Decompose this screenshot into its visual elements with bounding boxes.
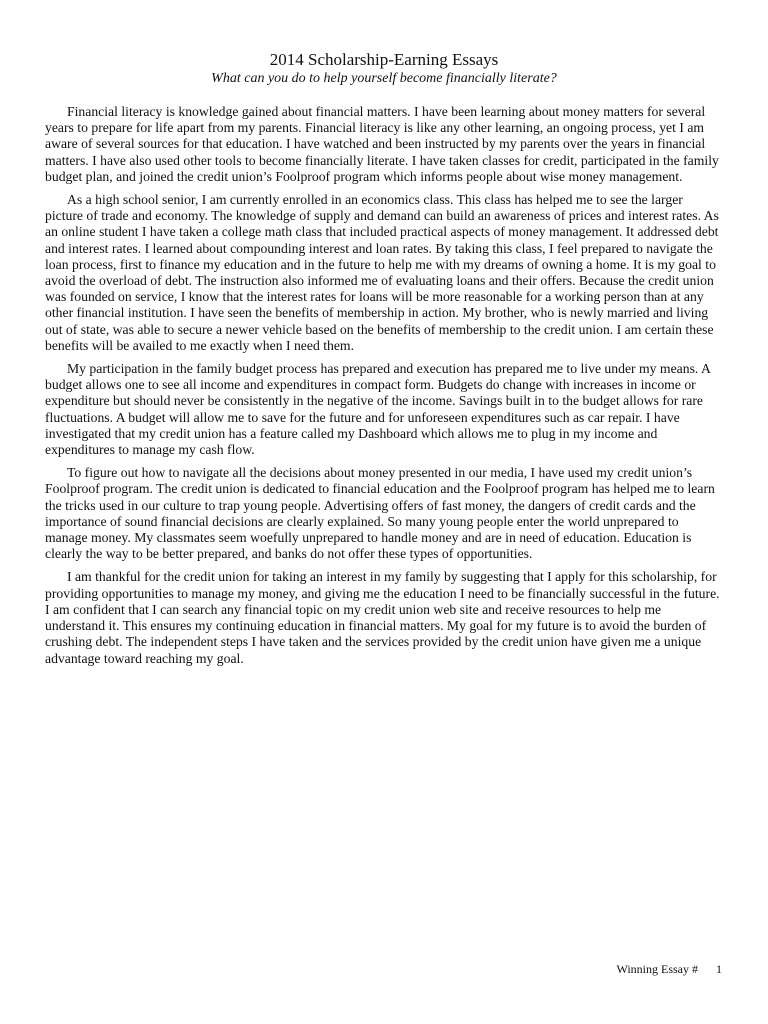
page-number: 1 [716,962,722,976]
essay-body [45,104,723,674]
paragraph-2: As a high school senior, I am currently enrolled in an economics class. This class has helped me to see the larger picture of trade and economy. The knowledge of supply and demand can build an awareness of prices and interest rates. As an online student I have taken a college math class that included practical aspects of money management. It addressed debt and interest rates. I learned about compounding interest and loan rates. By taking this class, I feel prepared to navigate the loan process, first to finance my education and in the future to help me with my dreams of owning a home. It is my goal to avoid the overload of debt. The instruction also informed me of evaluating loans and their offers. Because the credit union was founded on service, I know that the interest rates for loans will be more reasonable for a working person than at any other financial institution. I have seen the benefits of membership in action. My brother, who is newly married and living out of state, was able to secure a newer vehicle based on the benefits of membership to the credit union. I am certain these benefits will be availed to me exactly when I need them. [45,192,719,353]
document-title: 2014 Scholarship-Earning Essays [269,50,499,69]
paragraph-5: I am thankful for the credit union for taking an interest in my family by suggesting that I apply for this scholarship, for providing opportunities to manage my money, and giving me the education I need to be financially successful in the future. I am confident that I can search any financial topic on my credit union web site and receive resources to help me understand it. This ensures my continuing education in financial matters. My goal for my future is to avoid the burden of crushing debt. The independent steps I have taken and the services provided by the credit union have given me a unique advantage toward reaching my goal. [45,569,720,666]
paragraph-1: Financial literacy is knowledge gained about financial matters. I have been learning about money matters for several years to prepare for life apart from my parents. Financial literacy is like any other learning, an ongoing process, yet I am aware of several sources for that education. I have watched and been instructed by my parents over the years in financial matters. I have also used other tools to become financially literate. I have taken classes for credit, participated in the family budget plan, and joined the credit union’s Foolproof program which informs people about wise money management. [45,104,719,184]
document-subtitle: What can you do to help yourself become financially literate? [211,71,557,86]
paragraph-4: To figure out how to navigate all the decisions about money presented in our media, I have used my credit union’s Foolproof program. The credit union is dedicated to financial education and the Foolproof program has helped me to learn the tricks used in our culture to trap young people. Advertising offers of fast money, the dangers of credit cards and the importance of sound financial decisions are clearly explained. So many young people enter the world unprepared to manage money. My classmates seem woefully unprepared to handle money and are in need of education. Education is clearly the way to be better prepared, and banks do not offer these types of opportunities. [45,465,715,562]
paragraph-3: My participation in the family budget process has prepared and execution has prepared me to live under my means. A budget allows one to see all income and expenditures in compact form. Budgets do change with increases in income or expenditure but should never be consistently in the negative of the income. Savings built in to the budget allows for rare fluctuations. A budget will allow me to save for the future and for unforeseen expenditures such as car repair. I have investigated that my credit union has a feature called my Dashboard which allows me to plug in my income and expenditures to manage my cash flow. [45,361,711,458]
footer-label: Winning Essay # [616,962,698,976]
page-footer [616,961,722,977]
